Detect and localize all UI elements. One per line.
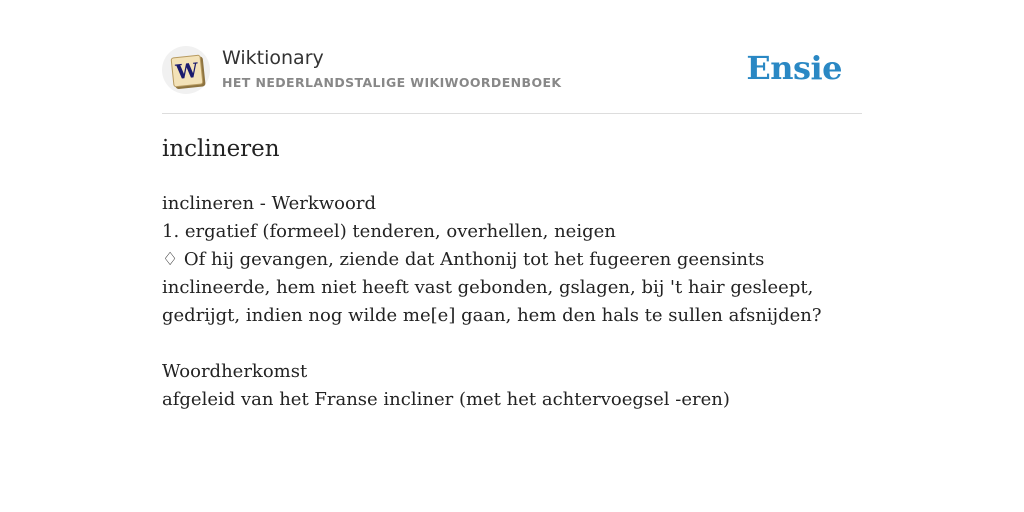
page — [162, 0, 862, 512]
definition-line: 1. ergatief (formeel) tenderen, overhellen, neigen — [162, 221, 616, 242]
spacer — [162, 330, 862, 358]
entry-title: inclineren — [162, 136, 280, 162]
logo-tile: W — [171, 55, 204, 88]
header — [162, 44, 862, 114]
etymology-heading: Woordherkomst — [162, 361, 308, 382]
site-name[interactable]: Wiktionary — [222, 47, 324, 69]
site-tagline: HET NEDERLANDSTALIGE WIKIWOORDENBOEK — [222, 75, 562, 90]
part-of-speech-line: inclineren - Werkwoord — [162, 193, 376, 214]
wiktionary-logo-icon[interactable] — [162, 46, 210, 94]
etymology-text: afgeleid van het Franse incliner (met het achtervoegsel -eren) — [162, 389, 730, 410]
ensie-brand-link[interactable]: Ensie — [746, 49, 842, 87]
example-sentence: ♢ Of hij gevangen, ziende dat Anthonij tot het fugeeren geensints inclineerde, hem niet heeft vast gebonden, gslagen, bij 't hair gesleept, gedrijgt, indien nog wilde me[e] gaan, hem den hals te sullen afsnijden? — [162, 249, 822, 326]
entry-content — [162, 190, 862, 414]
